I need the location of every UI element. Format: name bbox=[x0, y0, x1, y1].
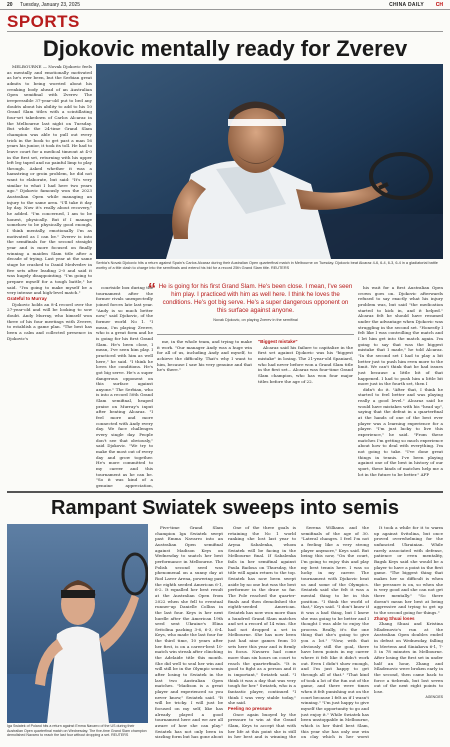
page-number: 20 bbox=[7, 2, 13, 8]
article1-column-3 bbox=[157, 339, 252, 490]
article1-subhead-2: "Biggest mistake" bbox=[258, 339, 298, 344]
article2-body-4: It took a while for it to warm up against Svitolina, but once proved overwhelming for the unfancied Ukrainian. While rarely associated with defense, patience or even mentality, Bagsk Keys said she would be a player to have a point in the first game. "The biggest thing that makes her so difficult is when the pressure is on, so when she is very good and she can not get there mentally." "So there doesn't mean her best at being aggressive and trying to get up to the second going for things." bbox=[374, 525, 443, 615]
swiatek-photo-caption: Iga Swiatek of Poland hits a return against Emma Navarro of the US during their Australian Open quarterfinal match on Wednesday. The five-time Grand Slam champion demolished Navarro to reach the last four without dropping a set. REUTERS bbox=[7, 724, 147, 738]
djokovic-photo-image bbox=[96, 64, 443, 259]
article2-body-2b: Once again buoyed by the pressure to win at the Grand Slam, Keys to accept that with her life at this point she is still in her best and is winning the bbox=[228, 711, 296, 740]
quote-divider bbox=[157, 334, 354, 335]
article1-body-3: me, in the whole team, and trying to make it work. "Our manager Andy was a huge win for all of us, including Andy and myself, to achieve the difficulty. That's why I want to him, because I saw his very genuine and that he's there." bbox=[157, 339, 252, 373]
article2-body-3: Serena Williams and the semifinals of the age of 30. "Lateral changes. I feel I'm not a feeling like a very strong player anymore," Keys said. But being this now, "On the court, I'm going to enjoy this and play my best tennis here. I was so lucky in my career. The tournament with Djokovic beat us and some of the Olympics. Swiatek said she felt it was a mental thing to be in this position. "I think the world of that," Keys said. "I don't know if it was a bad thing, but I knew she was going to be better and I thought I was able to enjoy the process. Really, it's the one thing that she's going to give you a lot." "Now, with that obviously still the goal, there have been points in my career where it felt like it didn't work out. Even I didn't show enough, and I'm just happy to get through all of that." "That kind of took a lot of the fun out of the game, and there were times when it felt punishing out on the court because I felt as if I wasn't winning." "I'm just happy to give myself the opportunity to go and just enjoy it." While Swiatek has been unstoppable in Melbourne, which is her third best Slam, this year she has only one win on clay which is her worst bbox=[301, 525, 369, 740]
article2-column-2 bbox=[228, 525, 296, 741]
article2-byline: AGENCIES bbox=[425, 694, 443, 699]
section-title: SPORTS bbox=[7, 12, 80, 31]
article1-column-5 bbox=[358, 285, 443, 490]
pull-quote-text: He is going for his first Grand Slam. He's been close. I mean, I've seen him play. I practiced with him as well here. I think he loves the conditions. He's got big serve. He's a super dangerous opponent on this surface against anyone. bbox=[158, 283, 353, 314]
swiatek-photo bbox=[7, 524, 148, 723]
pull-quote bbox=[148, 281, 354, 322]
article2-column-4 bbox=[374, 525, 443, 741]
article1-column-1 bbox=[7, 64, 92, 490]
pull-quote-attribution: Novak Djokovic, on playing Zverev in the semifinal bbox=[213, 318, 298, 322]
article1-body-1b: Djokovic holds an 8-4 record over the 27-year-old and will be looking to sow doubt. Andy Murray, who himself won three of his four meetings with Zverev, to establish a game plan. "The best has been a calm and collected presence in Djokovic's bbox=[7, 301, 92, 341]
newspaper-name: CHINA DAILY bbox=[389, 2, 424, 8]
article2-body-4b: Zhang Shuai and Kristina Mladenovic's run at the Australian Open doubles ended in defeat on Wednesday, falling to Mertens and Siniakova 6-1, 7-5 in 78 minutes in Melbourne. After losing the first set in under half an hour, Zhang and Mladenovic were broken early in the second, then came back to force a tiebreak, but lost seven out of the next eight points to lose. bbox=[374, 621, 443, 695]
page-header bbox=[0, 0, 450, 10]
swiatek-photo-image bbox=[7, 524, 148, 723]
article1-column-4 bbox=[258, 339, 353, 490]
edition-code: CH bbox=[435, 2, 443, 8]
article1-body-1: MELBOURNE — Novak Djokovic feels as mentally and emotionally motivated as he's ever been, but the Serbian great admits to being worried about his creaking body ahead of an Australian Open semifinal with Zverev. The irrepressible 37-year-old put to bed any doubts about his ability to add to his 10 Grand Slam titles with a scintillating four-set takedown of Carlos Alcaraz in the Melbourne last night on Tuesday. But while the 24-time Grand Slam champion was able to pull out every trick in the book to get past a man 16 years his junior, it took its toll. He had to leave court for a medical timeout at 4-0 in the first set, returning with his upper left leg taped and no painful limp to play through. Asked whether it was a hamstring or groin problem, he did not want to elaborate, but said: "It's very similar to what I had here two years ago." Djokovic famously won the 2023 Australian Open while managing an injury to the same area. "I'll take it day by day. Now it's really about recovery," he added. "I'm concerned, I am to be honest, physically. But if I manage somehow to be physically good enough, I think mentally, emotionally I'm as motivated as I can be." Zverev is into the semifinals for the second straight year and is more focused on finally winning a maiden Slam title after a decade of trying. Last year at the same stage he crashed to Daniil Medvedev in five sets after leading 2-0 and said it was hugely disappointing. "I'm going to prepare myself for a tough battle," he said. "I'm going to make myself be a very intense and high-level match." bbox=[7, 64, 92, 296]
article1-body-4: Alcaraz said his failure to capitalize in the first set against Djokovic was his "biggest mistake" in losing. The 21-year-old Spaniard, who had never before won a Grand Slam title in the first set... Alcaraz was four-time Grand Slam champion, who has won four major titles before the age of 22. bbox=[258, 344, 353, 384]
djokovic-photo bbox=[96, 64, 443, 259]
djokovic-photo-caption: Serbia's Novak Djokovic hits a return against Spain's Carlos Alcaraz during their Australian Open quarterfinal match in Melbourne on Tuesday. Djokovic beat Alcaraz 4-6, 6-4, 6-3, 6-4 in a gladiatorial battle worthy of a title clash to charge into the semifinals and extend his bid for a record 25th Grand Slam title. REUTERS bbox=[96, 261, 438, 270]
headline-swiatek: Rampant Swiatek sweeps into semis bbox=[51, 497, 399, 519]
headline-djokovic: Djokovic mentally ready for Zverev bbox=[42, 36, 408, 61]
article1-column-2 bbox=[96, 285, 153, 490]
issue-date: Tuesday, January 23, 2025 bbox=[20, 2, 81, 8]
quote-mark-icon: “ bbox=[148, 281, 156, 298]
article2-body-2: One of the three goals is retaining the No 1 world ranking she lost last year to Aryna Sabalenka, whom Swiatek will be facing in the Melbourne final. If Sabalenka fails in her semifinal against Paula Badosa on Thursday, the title will again return to the top. Swiatek has now been swept aside by no one but was the best performer in the draw so far. The Pole reached the quarter-finals and then demolished the eighth-seeded American. Swiatek has now won more than a hundred Grand Slam matches and set a record of 14 wins. She had not dropped a set in Melbourne. She has now been just had nine games from 10 sets here this year and is firmly in focus. Navarro had come more than six hours on court to reach the quarterfinals. "It is good to fight as a person and it is important," Swiatek said. "I think it was a day that was very tough for her." Swiatek, who is a fantastic player, continued "I think I was very stable today," she said. bbox=[228, 525, 296, 706]
article-divider bbox=[7, 491, 443, 493]
article2-body-1: Five-time Grand Slam champion Iga Swiatek swept past Emma Navarro into an Australian Open semifinal against Madison Keys on Wednesday to snatch her best performance in Melbourne. The Polish second seed was phenomenal on a sunny day at Rod Laver Arena, powering past the eighth seeded American 6-1, 6-2. It equalled her best result at the Australian Open from 2022 when she fell to eventual runner-up Danielle Collins in the last four. Keys is her next hurdle after the American 19th seed sent Ukraine's Elina Svitolina packing 3-6, 6-3, 6-4. Keys, who made the last four for the third time, 10 years after her first, is on a career-best 10-match win streak after clinching the Adelaide title this month. She did well to seal her win and will still be in the Olympic semis after losing to Swiatek in the last two Australian Open matches. "Madison is a great player and experienced so you never know," Swiatek said. "It will be tricky. I will just be focused on my self, like has already played a good tournament here and we are all aware of how she can play." Swiatek has not only been in sizzling form but has gone about bbox=[155, 525, 223, 740]
article2-subhead-1: Feeling no pressure bbox=[228, 706, 272, 711]
article2-column-3 bbox=[301, 525, 369, 741]
article1-subhead-1: Grateful to Murray bbox=[7, 295, 47, 301]
article1-body-5: his wait for a first Australian Open crown goes on. Djokovic afterwards refused to say exactly what his injury problem was, but said "the medication started to kick in, and it helped." Alcaraz felt he should have resumed under the advantage when Djokovic was struggling in the second set. "Honestly I felt like I was controlling the match and I let him get into the match again. I'm going to say that was the biggest mistake that I made," he told Alcaraz. "In the second set I had to play a bit better just to push him even more to the limit. We can't think that he had issues just because a little bit of that happened. I had to push him a little bit more just in the fourth set, then I bbox=[358, 285, 443, 387]
article2-column-1 bbox=[155, 525, 223, 741]
article2-subhead-2: Zhang Shuai loses bbox=[374, 615, 415, 621]
section-divider bbox=[7, 31, 443, 32]
article1-body-6: didn't do it. "After that, I think he started to feel better and was playing really a good level." Alcaraz said he would have mistakes with his "head up", saying that the defeat in a quarterfinal at the hands of one of the best ever player was a learning experience for a player. "I'm just lucky to live this experience," he said. "From these matches I'm getting so much experience about how to deal with everything. I'm not going to take. "I've done great things in tennis. I've been playing against one of the best in history of our sport, these kinds of matches help me a lot in the future to be better." AFP bbox=[358, 386, 443, 477]
article1-body-2: courtside box during the tournament after the former rivals unexpectedly joined forces late last year. "Andy is so much better now," said Djokovic, of the former world No 1. "I mean, I'm playing Zverev, who is a great form and he is going for his first Grand Slam. He's been close, I mean, I've seen him play. I practiced with him as well here," he said. "I think he loves the conditions. He's got big serve. He's a super dangerous opponent on this surface against anyone." The Serbian, who is into a record 50th Grand Slam semifinal, heaped praise on Murray's input after beating Alcaraz. "I feel more and more connected with Andy every day. We face challenges every single day. People don't see that obviously," said Djokovic. "We try to make the most out of every day and grow together. He's more committed to my career and this tournament as he can be. "So it was kind of a genuine appreciation, bbox=[96, 285, 153, 488]
